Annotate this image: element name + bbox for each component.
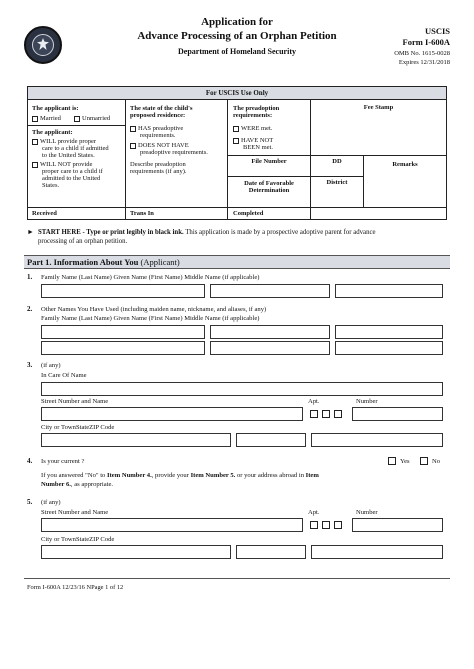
in-care-of-label: In Care Of Name [41, 372, 87, 379]
will-provide-option[interactable]: WILL provide proper [32, 138, 96, 145]
start-here-arrow-icon: ► [27, 228, 34, 236]
married-option[interactable]: Married [32, 115, 61, 122]
other-middle-name-input-2[interactable] [335, 341, 443, 355]
item-3-if-any: (if any) [41, 362, 61, 369]
dd-label: DD [332, 158, 342, 165]
city-input[interactable] [41, 433, 231, 447]
date-favorable-label-2: Determination [248, 187, 290, 194]
expiration-date: Expires 12/31/2018 [398, 59, 450, 66]
start-here-instructions: START HERE - Type or print legibly in black ink. This application is made by a prospective adoptive parent for advance processing of an orphan petition. [38, 229, 376, 245]
fee-stamp-label: Fee Stamp [363, 104, 394, 111]
describe-preadoption-line-2: requirements (if any). [130, 168, 187, 175]
department-name: Department of Homeland Security [178, 47, 296, 56]
item-4-note-line-2: Number 6., as appropriate. [41, 481, 114, 488]
item-5-state-input[interactable] [236, 545, 306, 559]
will-not-provide-line-4: States. [42, 182, 60, 189]
item-4-number: 4. [27, 457, 33, 465]
part-1-heading: Part 1. Information About You (Applicant) [27, 257, 180, 267]
will-provide-line-3: to the United States. [42, 152, 95, 159]
will-not-provide-line-2: proper care to a child if [42, 168, 103, 175]
other-given-name-input-1[interactable] [210, 325, 330, 339]
item-5-if-any: (if any) [41, 499, 61, 506]
given-name-input[interactable] [210, 284, 330, 298]
preadoption-heading-2: requirements: [233, 112, 273, 119]
state-input[interactable] [236, 433, 306, 447]
have-not-been-met-line-2: BEEN met. [243, 144, 273, 151]
item-5-number-label: Number [356, 509, 378, 516]
has-preadoptive-checkbox[interactable] [130, 126, 136, 132]
has-preadoptive-line-2: requirements. [140, 132, 176, 139]
item-2-label-a: Other Names You Have Used (including maiden name, nickname, and aliases, if any) [41, 306, 267, 313]
item-3-number: 3. [27, 361, 33, 369]
family-name-input[interactable] [41, 284, 205, 298]
item-5-flr-checkbox[interactable] [334, 521, 342, 529]
received-label: Received [32, 210, 57, 217]
remarks-label: Remarks [392, 161, 418, 168]
unmarried-checkbox[interactable] [74, 116, 80, 122]
middle-name-input[interactable] [335, 284, 443, 298]
title-line-2: Advance Processing of an Orphan Petition [137, 30, 337, 42]
uscis-use-only-box [27, 86, 447, 220]
will-provide-line-2: care to a child if admitted [42, 145, 109, 152]
in-care-of-input[interactable] [41, 382, 443, 396]
item-2-number: 2. [27, 305, 33, 313]
item-4-label: Is your current ? [41, 458, 85, 465]
dhs-seal-icon [24, 26, 62, 64]
will-provide-checkbox[interactable] [32, 139, 38, 145]
does-not-have-checkbox[interactable] [130, 143, 136, 149]
item-4-note-line-1: If you answered "No" to Item Number 4., provide your Item Number 5. or your address abroad in Item [41, 472, 319, 479]
form-id: Form I-600A [402, 37, 450, 47]
applicant-is-label: The applicant is: [32, 105, 79, 112]
item-5-number: 5. [27, 498, 33, 506]
other-middle-name-input-1[interactable] [335, 325, 443, 339]
item-5-apt-label: Apt. [308, 509, 320, 516]
agency-name: USCIS [424, 26, 450, 36]
completed-label: Completed [233, 210, 264, 217]
the-applicant-label: The applicant: [32, 129, 73, 136]
item-5-zip-input[interactable] [311, 545, 443, 559]
item-5-street-input[interactable] [41, 518, 303, 532]
date-favorable-label-1: Date of Favorable [244, 180, 294, 187]
has-preadoptive-option[interactable]: HAS preadoptive [130, 125, 183, 132]
other-family-name-input-2[interactable] [41, 341, 205, 355]
item-5-apt-checkbox[interactable] [310, 521, 318, 529]
file-number-label: File Number [251, 158, 287, 165]
street-input[interactable] [41, 407, 303, 421]
item-5-city-state-zip-label: City or TownStateZIP Code [41, 536, 115, 543]
footer-divider [24, 578, 450, 579]
item-2-label-b: Family Name (Last Name) Given Name (First Name) Middle Name (if applicable) [41, 315, 260, 322]
apt-number-input[interactable] [352, 407, 443, 421]
item-1-label: Family Name (Last Name) Given Name (First Name) Middle Name (if applicable) [41, 274, 260, 281]
state-residence-heading-2: proposed residence: [130, 112, 186, 119]
does-not-have-line-2: preadoptive requirements. [140, 149, 208, 156]
item-1-number: 1. [27, 273, 33, 281]
item-5-city-input[interactable] [41, 545, 231, 559]
title-line-1: Application for [201, 16, 273, 28]
have-not-been-met-option[interactable]: HAVE NOT [233, 137, 273, 144]
trans-in-label: Trans In [130, 210, 154, 217]
zip-input[interactable] [311, 433, 443, 447]
apt-label: Apt. [308, 398, 320, 405]
uscis-box-title: For USCIS Use Only [205, 89, 269, 97]
preadoption-heading-1: The preadoption [233, 105, 280, 112]
other-family-name-input-1[interactable] [41, 325, 205, 339]
describe-preadoption-line-1: Describe preadoption [130, 161, 186, 168]
no-label: No [432, 458, 441, 465]
have-not-been-met-checkbox[interactable] [233, 138, 239, 144]
number-label: Number [356, 398, 378, 405]
item-5-ste-checkbox[interactable] [322, 521, 330, 529]
yes-checkbox[interactable] [388, 457, 396, 465]
will-not-provide-line-3: admitted to the United [42, 175, 101, 182]
unmarried-option[interactable]: Unmarried [74, 115, 110, 122]
item-5-street-label: Street Number and Name [41, 509, 109, 516]
yes-label: Yes [400, 458, 410, 465]
no-checkbox[interactable] [420, 457, 428, 465]
apt-checkbox[interactable] [310, 410, 318, 418]
street-label: Street Number and Name [41, 398, 109, 405]
city-state-zip-label: City or TownStateZIP Code [41, 424, 115, 431]
ste-checkbox[interactable] [322, 410, 330, 418]
item-5-apt-number-input[interactable] [352, 518, 443, 532]
were-met-checkbox[interactable] [233, 126, 239, 132]
district-label: District [326, 179, 348, 186]
flr-checkbox[interactable] [334, 410, 342, 418]
footer-text: Form I-600A 12/23/16 NPage 1 of 12 [27, 584, 124, 591]
were-met-option[interactable]: WERE met. [233, 125, 272, 132]
will-not-provide-option[interactable]: WILL NOT provide [32, 161, 92, 168]
does-not-have-option[interactable]: DOES NOT HAVE [130, 142, 189, 149]
other-given-name-input-2[interactable] [210, 341, 330, 355]
will-not-provide-checkbox[interactable] [32, 162, 38, 168]
state-residence-heading-1: The state of the child's [130, 105, 193, 112]
married-checkbox[interactable] [32, 116, 38, 122]
omb-number: OMB No. 1615-0028 [394, 50, 450, 57]
